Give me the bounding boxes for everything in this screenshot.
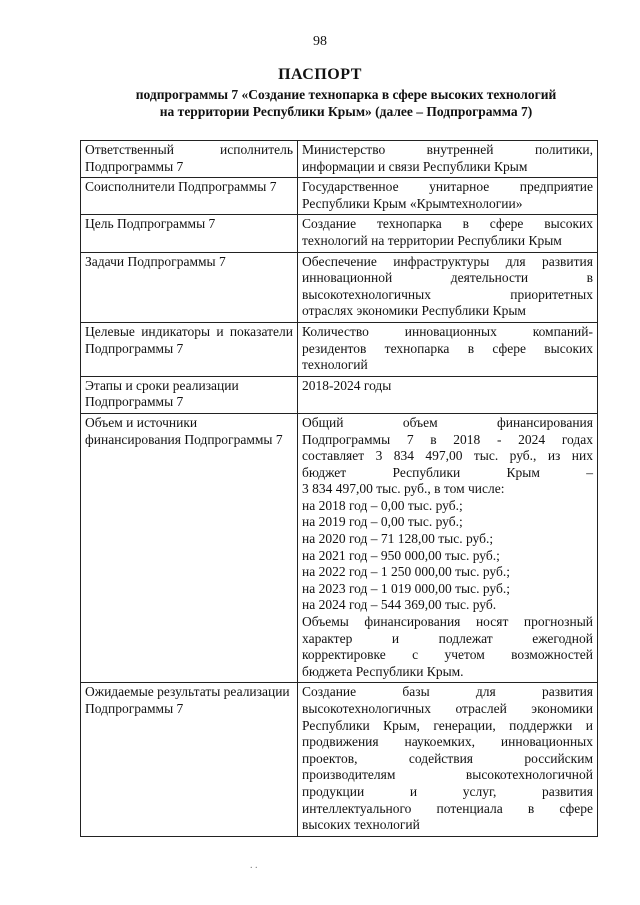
row-value-line: высокотехнологичных приоритетных <box>302 286 593 302</box>
row-value-line: корректировке с учетом возможностей <box>302 647 593 663</box>
row-value-line: бюджет Республики Крым – <box>302 464 593 480</box>
passport-row <box>81 683 598 836</box>
passport-table-body <box>81 141 598 837</box>
row-value-line: технологий <box>302 357 368 373</box>
row-value-line: Количество инновационных компаний- <box>302 323 593 339</box>
row-value <box>298 376 598 413</box>
row-value-line: на 2019 год – 0,00 тыс. руб.; <box>302 514 463 530</box>
row-value-line: инновационной деятельности в <box>302 270 593 286</box>
row-value-line: информации и связи Республики Крым <box>302 158 528 174</box>
row-value-line: Республики Крым, генерации, поддержки и <box>302 717 593 733</box>
row-value-line: 2018-2024 годы <box>302 377 392 393</box>
document-subtitle <box>96 86 596 120</box>
row-label: Задачи Подпрограммы 7 <box>81 252 298 322</box>
row-value-line: высокотехнологичных отраслей экономики <box>302 701 593 716</box>
row-value-line: производителям высокотехнологичной <box>302 767 593 783</box>
row-value-line: характер и подлежат ежегодной <box>302 630 593 646</box>
scan-mark: . . <box>250 860 258 871</box>
row-value-line: составляет 3 834 497,00 тыс. руб., из них <box>302 448 593 464</box>
row-value-line: на 2021 год – 950 000,00 тыс. руб.; <box>302 547 500 563</box>
row-value-line: Общий объем финансирования <box>302 414 593 430</box>
row-value-line: продукции и услуг, развития <box>302 783 593 799</box>
row-value-line: на 2020 год – 71 128,00 тыс. руб.; <box>302 531 494 547</box>
row-label: Этапы и сроки реализации Подпрограммы 7 <box>81 376 298 413</box>
subtitle-line-2: на территории Республики Крым» (далее – Подпрограмма 7) <box>159 104 533 119</box>
row-value <box>298 322 598 376</box>
page-number: 98 <box>313 34 327 49</box>
passport-row <box>81 413 598 683</box>
passport-table <box>80 140 598 837</box>
row-label: Соисполнители Подпрограммы 7 <box>81 178 298 215</box>
row-value-line: высоких технологий <box>302 817 420 833</box>
row-label: Целевые индикаторы и показатели Подпрограммы 7 <box>81 322 298 376</box>
passport-row <box>81 178 598 215</box>
row-value <box>298 252 598 322</box>
row-value-line: Создание базы для развития <box>302 684 593 700</box>
row-value-line: технологий на территории Республики Крым <box>302 232 562 248</box>
passport-row <box>81 141 598 178</box>
row-value-line: резидентов технопарка в сфере высоких <box>302 340 593 356</box>
row-value-line: Объемы финансирования носят прогнозный <box>302 614 593 630</box>
passport-row <box>81 252 598 322</box>
row-value-line: продвижения наукоемких, инновационных <box>302 734 593 750</box>
row-value <box>298 178 598 215</box>
document-title: ПАСПОРТ <box>278 66 362 83</box>
row-label: Объем и источники финансирования Подпрограммы 7 <box>81 413 298 683</box>
row-label: Ожидаемые результаты реализации Подпрограммы 7 <box>81 683 298 836</box>
subtitle-line-1: подпрограммы 7 «Создание технопарка в сфере высоких технологий <box>135 87 557 102</box>
row-value-line: проектов, содействия российским <box>302 750 593 766</box>
row-label: Цель Подпрограммы 7 <box>81 215 298 252</box>
passport-row <box>81 215 598 252</box>
row-value-line: бюджета Республики Крым. <box>302 663 464 679</box>
row-value-line: Создание технопарка в сфере высоких <box>302 216 593 232</box>
passport-row <box>81 376 598 413</box>
passport-row <box>81 322 598 376</box>
row-value <box>298 683 598 836</box>
row-value <box>298 215 598 252</box>
row-value-line: Подпрограммы 7 в 2018 - 2024 годах <box>302 431 593 447</box>
row-label: Ответственный исполнитель Подпрограммы 7 <box>81 141 298 178</box>
row-value-line: 3 834 497,00 тыс. руб., в том числе: <box>302 481 505 497</box>
row-value-line: Обеспечение инфраструктуры для развития <box>302 253 593 269</box>
row-value-line: Республики Крым «Крымтехнологии» <box>302 195 523 211</box>
row-value-line: на 2024 год – 544 369,00 тыс. руб. <box>302 597 497 613</box>
row-value-line: на 2022 год – 1 250 000,00 тыс. руб.; <box>302 564 510 580</box>
row-value <box>298 413 598 683</box>
row-value-line: Министерство внутренней политики, <box>302 142 593 157</box>
row-value-line: на 2023 год – 1 019 000,00 тыс. руб.; <box>302 580 510 596</box>
row-value-line: отраслях экономики Республики Крым <box>302 303 526 319</box>
row-value-line: Государственное унитарное предприятие <box>302 179 593 195</box>
row-value <box>298 141 598 178</box>
row-value-line: интеллектуального потенциала в сфере <box>302 800 593 816</box>
row-value-line: на 2018 год – 0,00 тыс. руб.; <box>302 497 463 513</box>
